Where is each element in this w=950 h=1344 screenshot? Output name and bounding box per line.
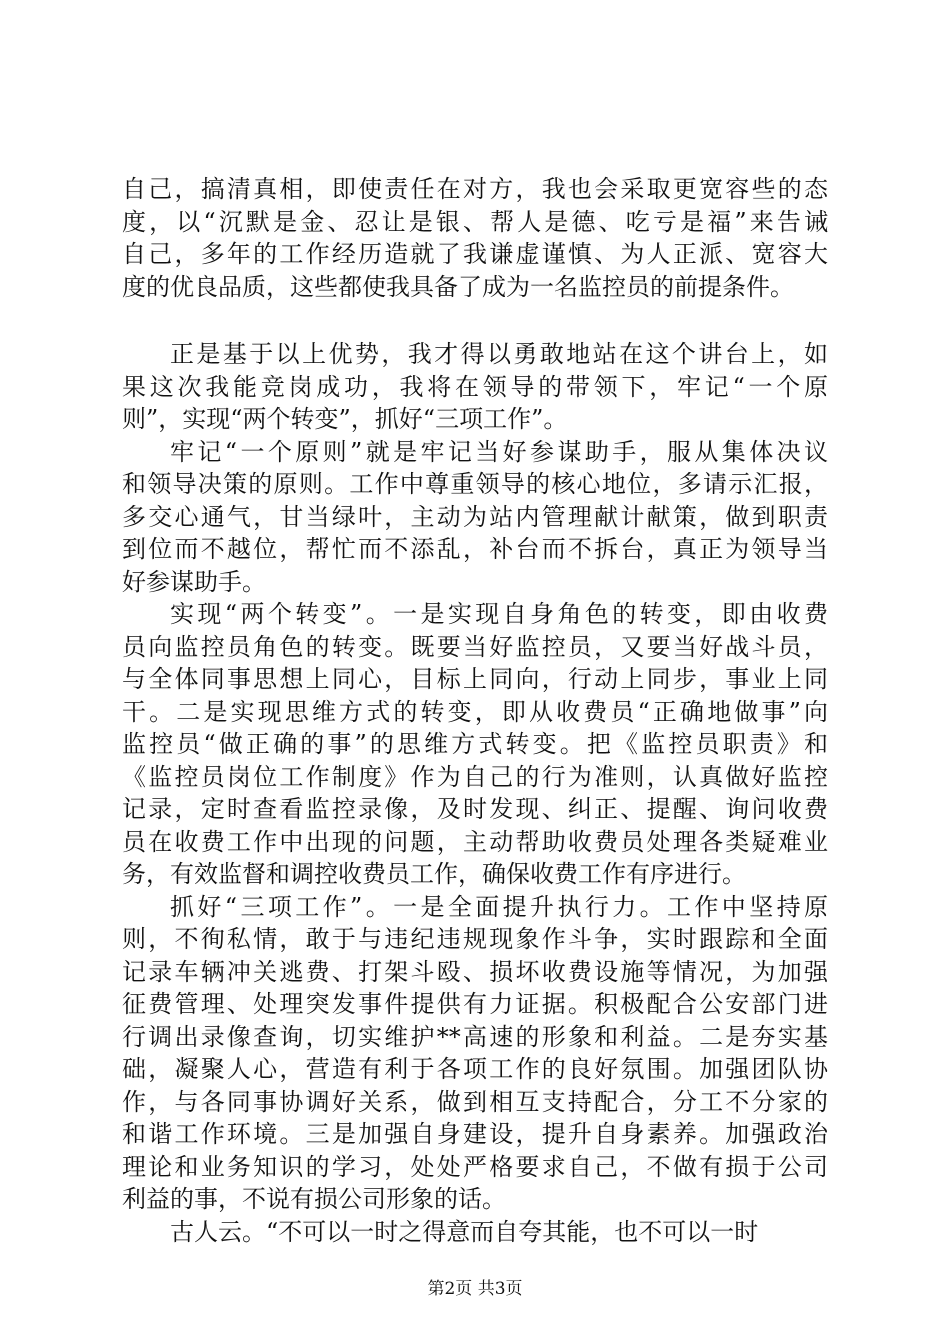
text-line: 抓好“三项工作”。一是全面提升执行力。工作中坚持原 (170, 892, 828, 921)
text-line: 记录车辆冲关逃费、打架斗殴、损坏收费设施等情况，为加强 (122, 957, 828, 986)
text-line: 础，凝聚人心，营造有利于各项工作的良好氛围。加强团队协 (122, 1055, 828, 1083)
text-line: 监控员“做正确的事”的思维方式转变。把《监控员职责》和 (122, 730, 828, 758)
text-line: 则”，实现“两个转变”，抓好“三项工作”。 (122, 405, 568, 433)
text-line: 务，有效监督和调控收费员工作，确保收费工作有序进行。 (122, 860, 746, 888)
paragraph-gap (122, 303, 828, 338)
paragraph (122, 598, 828, 891)
paragraph (122, 1216, 828, 1249)
text-line: 牢记“一个原则”就是牢记当好参谋助手，服从集体决议 (170, 437, 828, 466)
text-line: 和谐工作环境。三是加强自身建设，提升自身素养。加强政治 (122, 1120, 828, 1148)
text-line: 作，与各同事协调好关系，做到相互支持配合，分工不分家的 (122, 1087, 828, 1116)
text-line: 员向监控员角色的转变。既要当好监控员，又要当好战斗员， (122, 632, 828, 661)
text-line: 自己，多年的工作经历造就了我谦虚谨慎、为人正派、宽容大 (122, 240, 828, 268)
text-line: 多交心通气，甘当绿叶，主动为站内管理献计献策，做到职责 (122, 502, 828, 531)
page-footer: 第2页 共3页 (427, 1279, 523, 1299)
text-line: 正是基于以上优势，我才得以勇敢地站在这个讲台上，如 (170, 340, 828, 368)
text-line: 自己，搞清真相，即使责任在对方，我也会采取更宽容些的态 (122, 175, 828, 203)
text-line: 利益的事，不说有损公司形象的话。 (122, 1185, 506, 1213)
text-line: 古人云。“不可以一时之得意而自夸其能，也不可以一时 (170, 1217, 759, 1246)
text-line: 度的优良品质，这些都使我具备了成为一名监控员的前提条件。 (122, 272, 794, 301)
text-line: 度，以“沉默是金、忍让是银、帮人是德、吃亏是福”来告诫 (122, 207, 828, 236)
text-line: 则，不徇私情，敢于与违纪违规现象作斗争，实时跟踪和全面 (122, 925, 828, 953)
text-line: 与全体同事思想上同心，目标上同向，行动上同步，事业上同 (122, 665, 828, 693)
text-line: 和领导决策的原则。工作中尊重领导的核心地位，多请示汇报， (122, 470, 828, 498)
text-line: 记录，定时查看监控录像，及时发现、纠正、提醒、询问收费 (122, 795, 828, 823)
text-line: 到位而不越位，帮忙而不添乱，补台而不拆台，真正为领导当 (122, 535, 828, 563)
text-line: 果这次我能竞岗成功，我将在领导的带领下，牢记“一个原 (122, 372, 828, 401)
paragraph (122, 891, 828, 1216)
paragraph (122, 338, 828, 436)
body-text (122, 173, 828, 1248)
text-line: 行调出录像查询，切实维护**高速的形象和利益。二是夯实基 (122, 1022, 828, 1051)
text-line: 员在收费工作中出现的问题，主动帮助收费员处理各类疑难业 (122, 827, 828, 856)
paragraph (122, 173, 828, 303)
text-line: 好参谋助手。 (122, 567, 266, 596)
text-line: 干。二是实现思维方式的转变，即从收费员“正确地做事”向 (122, 697, 828, 726)
text-line: 理论和业务知识的学习，处处严格要求自己，不做有损于公司 (122, 1152, 828, 1181)
text-line: 征费管理、处理突发事件提供有力证据。积极配合公安部门进 (122, 990, 828, 1018)
paragraph (122, 436, 828, 599)
text-line: 实现“两个转变”。一是实现自身角色的转变，即由收费 (170, 600, 828, 628)
text-line: 《监控员岗位工作制度》作为自己的行为准则，认真做好监控 (122, 762, 828, 791)
